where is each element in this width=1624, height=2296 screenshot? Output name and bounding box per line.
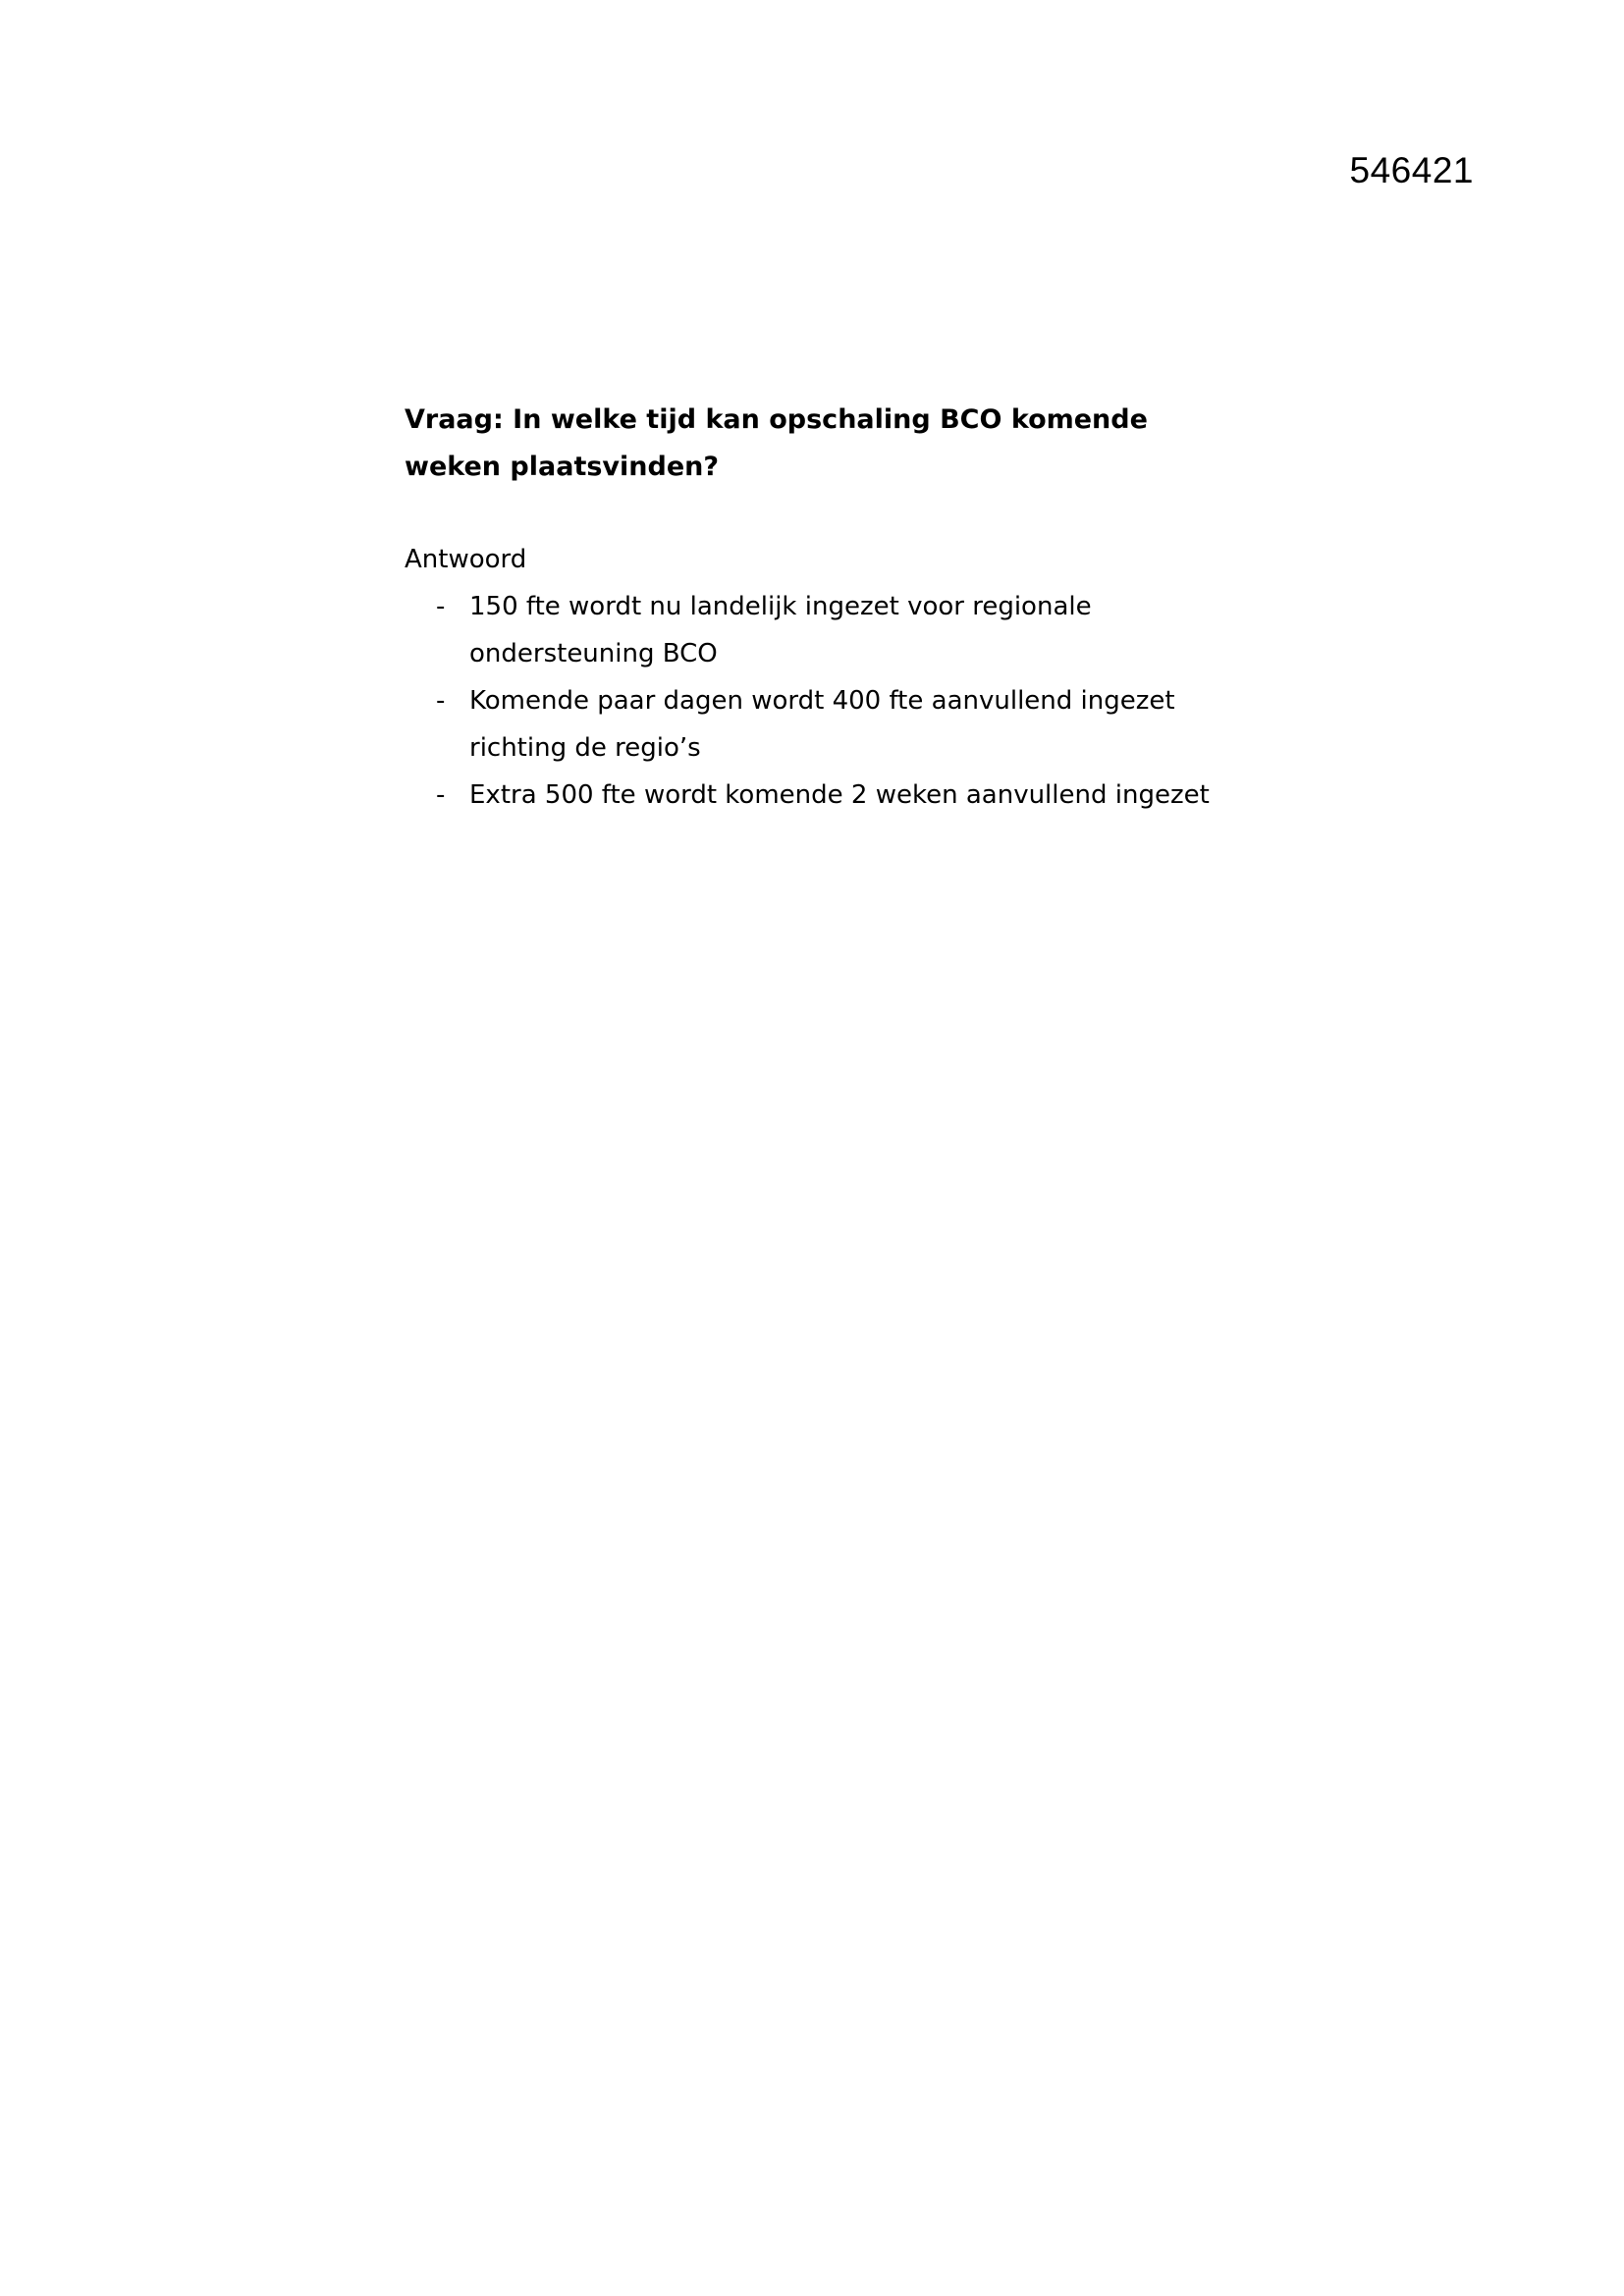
dash-bullet: - [436, 592, 446, 621]
answer-item [405, 583, 1269, 677]
question-heading: Vraag: In welke tijd kan opschaling BCO komende weken plaatsvinden? [405, 404, 1148, 482]
answer-item-text: Extra 500 fte wordt komende 2 weken aanvullend ingezet [469, 780, 1210, 810]
answer-item [405, 677, 1269, 772]
dash-bullet: - [436, 780, 446, 810]
document-number: 546421 [1349, 150, 1474, 190]
dash-bullet: - [436, 686, 446, 716]
answer-heading: Antwoord [405, 545, 527, 574]
answer-item-text: 150 fte wordt nu landelijk ingezet voor regionale ondersteuning BCO [469, 592, 1092, 668]
answer-item-text: Komende paar dagen wordt 400 fte aanvullend ingezet richting de regio’s [469, 686, 1175, 763]
answer-item [405, 772, 1269, 819]
answer-list [405, 583, 1269, 819]
document-body [405, 397, 1269, 819]
